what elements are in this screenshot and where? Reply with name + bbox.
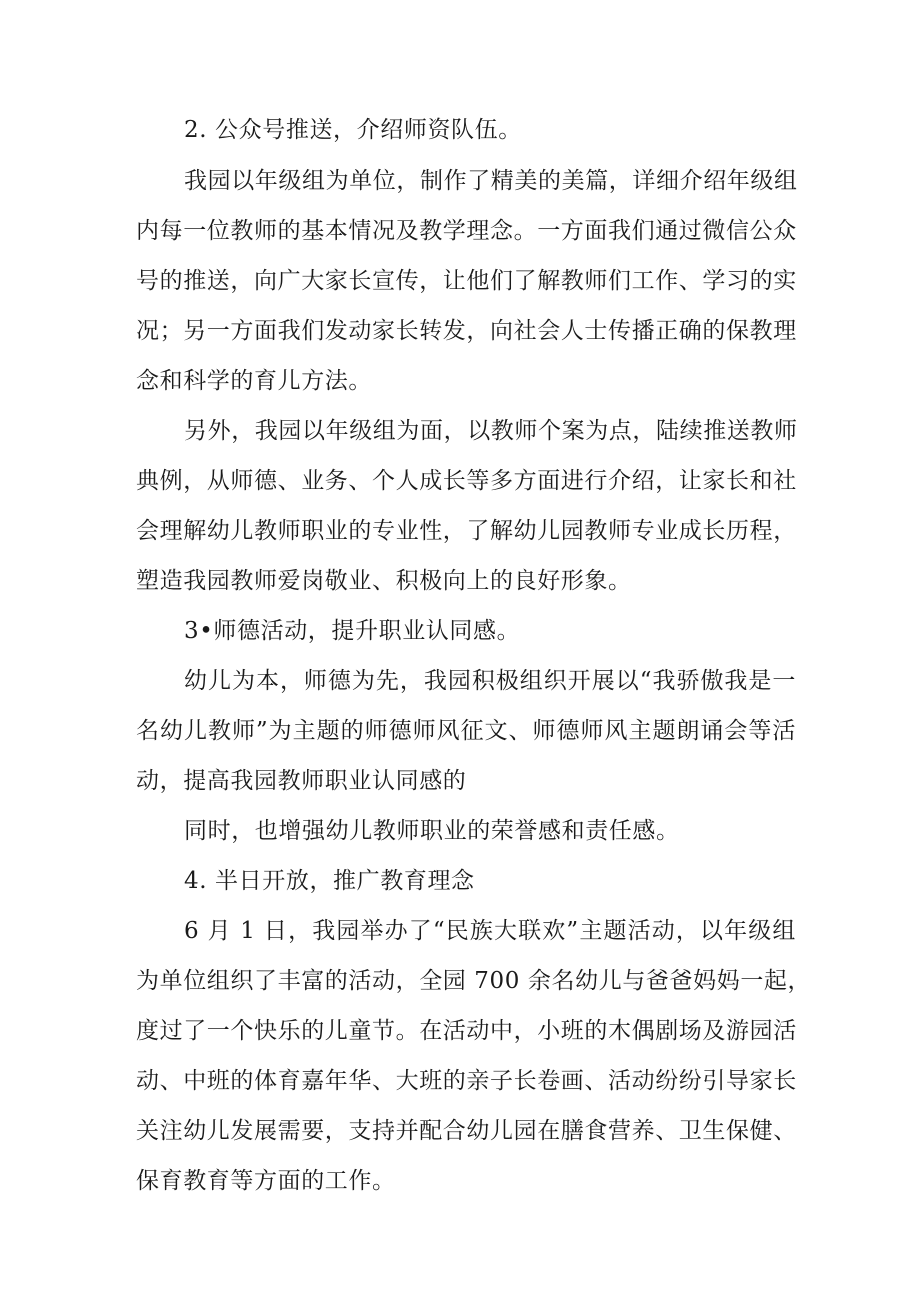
paragraph-line: 号的推送，向广大家长宣传，让他们了解教师们工作、学习的实 bbox=[136, 268, 797, 294]
paragraph-line: 塑造我园教师爱岗敬业、积极向上的良好形象。 bbox=[136, 568, 632, 594]
paragraph-line: 幼儿为本，师德为先，我园积极组织开展以“我骄傲我是一 bbox=[184, 668, 796, 694]
paragraph-line: 同时，也增强幼儿教师职业的荣誉感和责任感。 bbox=[184, 818, 680, 844]
paragraph-line: 典例，从师德、业务、个人成长等多方面进行介绍，让家长和社 bbox=[136, 468, 797, 494]
paragraph-line: 况；另一方面我们发动家长转发，向社会人士传播正确的保教理 bbox=[136, 318, 797, 344]
heading-wechat-push: 2. 公众号推送，介绍师资队伍。 bbox=[184, 117, 522, 143]
paragraph-line: 动、中班的体育嘉年华、大班的亲子长卷画、活动纷纷引导家长 bbox=[136, 1068, 797, 1094]
paragraph-line: 念和科学的育儿方法。 bbox=[136, 368, 372, 394]
paragraph-line: 为单位组织了丰富的活动，全园 700 余名幼儿与爸爸妈妈一起， bbox=[136, 968, 812, 994]
heading-ethics-activity: 3•师德活动，提升职业认同感。 bbox=[184, 618, 521, 644]
paragraph-line: 我园以年级组为单位，制作了精美的美篇，详细介绍年级组 bbox=[184, 168, 798, 194]
paragraph-line: 动，提高我园教师职业认同感的 bbox=[136, 768, 467, 794]
paragraph-line: 6 月 1 日，我园举办了“民族大联欢”主题活动，以年级组 bbox=[184, 918, 796, 944]
heading-open-day: 4. 半日开放，推广教育理念 bbox=[184, 868, 475, 894]
paragraph-line: 保育教育等方面的工作。 bbox=[136, 1168, 396, 1194]
paragraph-line: 名幼儿教师”为主题的师德师风征文、师德师风主题朗诵会等活 bbox=[136, 718, 796, 744]
paragraph-line: 关注幼儿发展需要，支持并配合幼儿园在膳食营养、卫生保健、 bbox=[136, 1118, 797, 1144]
paragraph-line: 度过了一个快乐的儿童节。在活动中，小班的木偶剧场及游园活 bbox=[136, 1018, 797, 1044]
paragraph-line: 会理解幼儿教师职业的专业性，了解幼儿园教师专业成长历程， bbox=[136, 518, 797, 544]
paragraph-line: 内每一位教师的基本情况及教学理念。一方面我们通过微信公众 bbox=[136, 218, 797, 244]
paragraph-line: 另外，我园以年级组为面，以教师个案为点，陆续推送教师 bbox=[184, 418, 798, 444]
